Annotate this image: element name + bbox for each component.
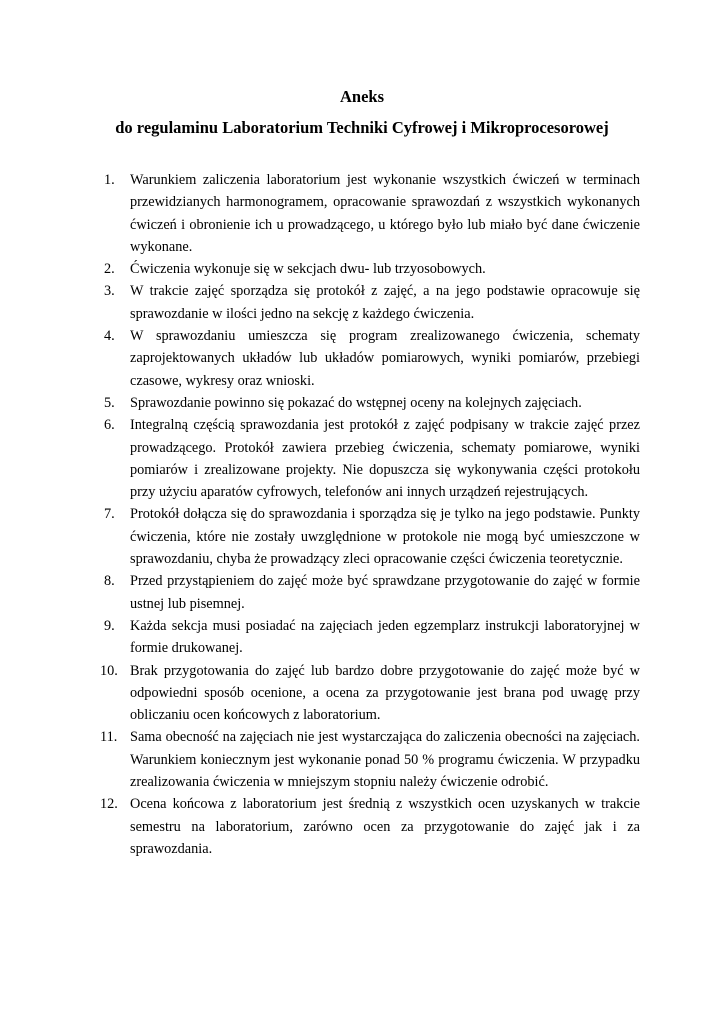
list-item [100,726,640,793]
document-title: Aneks [339,87,384,106]
list-item-text: Każda sekcja musi posiadać na zajęciach jeden egzemplarz instrukcji laboratoryjnej w formie drukowanej. [130,617,640,657]
list-item-text: Ćwiczenia wykonuje się w sekcjach dwu- lub trzyosobowych. [130,261,486,278]
list-item-number: 2. [104,261,115,278]
list-item [104,280,640,325]
list-item-number: 3. [104,283,115,300]
list-item-number: 8. [104,573,115,590]
list-item-number: 10. [100,662,118,679]
list-item-number: 1. [104,172,115,188]
list-item [104,414,640,503]
list-item [104,325,640,392]
list-item-number: 5. [104,394,115,411]
list-item-text: Warunkiem zaliczenia laboratorium jest wykonanie wszystkich ćwiczeń w terminach przewidzianych harmonogramem, opracowanie sprawozdań z wszystkich wykonanych ćwiczeń i obronienie ich u prowadzącego, u którego było lub miało być dane ćwiczenie wykonane. [130,172,640,255]
list-item [104,169,640,258]
list-item [100,793,640,860]
list-item-text: W sprawozdaniu umieszcza się program zrealizowanego ćwiczenia, schematy zaprojektowanych układów lub układów pomiarowych, wyniki pomiarów, przebiegi czasowe, wykresy oraz wnioski. [130,328,640,389]
list-item-number: 6. [104,417,115,434]
list-item [104,615,640,660]
list-item-number: 12. [100,796,118,813]
list-item-text: Sama obecność na zajęciach nie jest wystarczająca do zaliczenia obecności na zajęciach. Warunkiem koniecznym jest wykonanie ponad 50 % programu ćwiczenia. W przypadku zrealizowania ćwiczenia w mniejszym stopniu należy ćwiczenie odrobić. [130,729,640,791]
rules-list [100,169,640,860]
list-item-text: Integralną częścią sprawozdania jest protokół z zajęć podpisany w trakcie zajęć przez prowadzącego. Protokół zawiera przebieg ćwiczenia, schematy pomiarowe, wyniki pomiarów i zrealizowane projekty. Nie dopuszcza się wykonywania części protokołu przy użyciu aparatów cyfrowych, telefonów ani innych urządzeń rejestrujących. [130,417,640,501]
list-item [104,503,640,570]
list-item [100,660,640,727]
list-item-text: Sprawozdanie powinno się pokazać do wstępnej oceny na kolejnych zajęciach. [130,394,582,411]
list-item-text: W trakcie zajęć sporządza się protokół z zajęć, a na jego podstawie opracowuje się sprawozdanie w ilości jedno na sekcję z każdego ćwiczenia. [130,283,640,322]
list-item-number: 11. [100,729,118,746]
list-item-text: Brak przygotowania do zajęć lub bardzo dobre przygotowanie do zajęć może być w odpowiedni sposób ocenione, a ocena za przygotowanie jest brana pod uwagę przy obliczaniu ocen końcowych z laboratorium. [130,662,640,724]
list-item-number: 9. [104,617,115,634]
document-subtitle: do regulaminu Laboratorium Techniki Cyfrowej i Mikroprocesorowej [115,118,609,137]
list-item [104,258,640,280]
list-item-number: 7. [104,506,115,523]
list-item-text: Protokół dołącza się do sprawozdania i sporządza się je tylko na jego podstawie. Punkty ćwiczenia, które nie zostały uwzględnione w protokole nie mogą być umieszczone w sprawozdaniu, chyba że prowadzący zleci opracowanie części ćwiczenia teoretycznie. [130,506,640,568]
list-item [104,570,640,615]
list-item [104,392,640,414]
list-item-text: Ocena końcowa z laboratorium jest średnią z wszystkich ocen uzyskanych w trakcie semestru na laboratorium, zarówno ocen za przygotowanie do zajęć jak i za sprawozdania. [130,796,640,857]
list-item-text: Przed przystąpieniem do zajęć może być sprawdzane przygotowanie do zajęć w formie ustnej lub pisemnej. [130,573,640,612]
list-item-number: 4. [104,328,115,345]
